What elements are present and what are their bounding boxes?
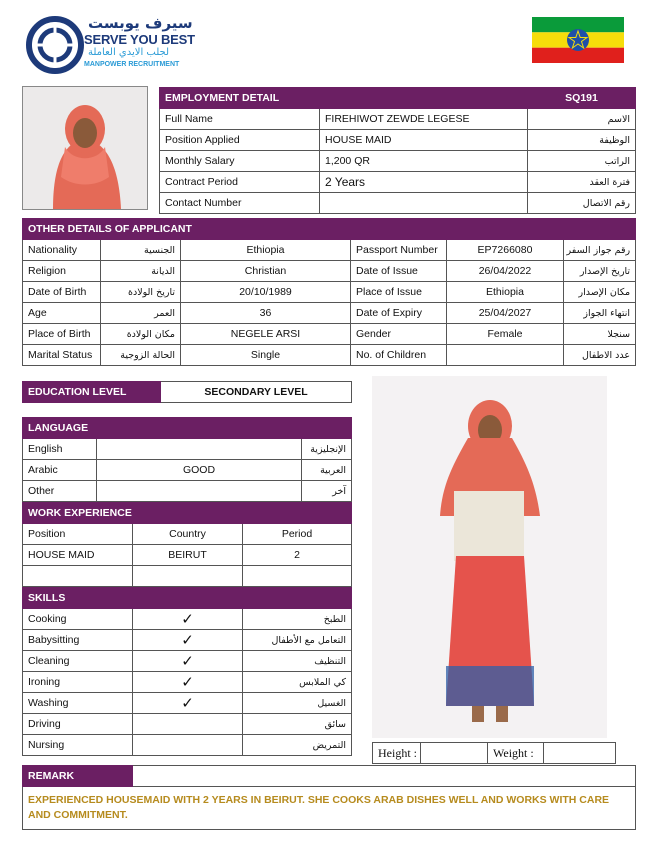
checkmark-icon: ✓ bbox=[133, 630, 243, 651]
skills-title: SKILLS bbox=[23, 588, 352, 609]
weight-value bbox=[544, 743, 616, 764]
education-label: EDUCATION LEVEL bbox=[23, 382, 161, 403]
detail-value bbox=[447, 345, 564, 366]
table-row bbox=[23, 481, 352, 502]
language-arabic-label: آخر bbox=[302, 481, 352, 502]
employment-detail-table bbox=[159, 87, 636, 214]
detail-arabic-label: الجنسية bbox=[101, 240, 181, 261]
detail-arabic-label: سنجلا bbox=[564, 324, 636, 345]
table-row bbox=[160, 193, 636, 214]
checkmark-icon: ✓ bbox=[133, 693, 243, 714]
other-details-title: OTHER DETAILS OF APPLICANT bbox=[23, 219, 636, 240]
table-row bbox=[23, 672, 352, 693]
logo-english-sub: MANPOWER RECRUITMENT bbox=[84, 61, 180, 68]
skill-label: Cooking bbox=[23, 609, 133, 630]
row-label: Contract Period bbox=[160, 172, 320, 193]
skill-arabic-label: الطبخ bbox=[243, 609, 352, 630]
table-row bbox=[23, 693, 352, 714]
language-label: Other bbox=[23, 481, 97, 502]
work-position: HOUSE MAID bbox=[23, 545, 133, 566]
detail-value: Single bbox=[181, 345, 351, 366]
language-value bbox=[97, 439, 302, 460]
row-value: 1,200 QR bbox=[320, 151, 528, 172]
detail-label: Date of Expiry bbox=[351, 303, 447, 324]
detail-arabic-label: تاريخ الإصدار bbox=[564, 261, 636, 282]
skill-arabic-label: سائق bbox=[243, 714, 352, 735]
detail-value: 26/04/2022 bbox=[447, 261, 564, 282]
detail-label: Gender bbox=[351, 324, 447, 345]
row-value bbox=[320, 193, 528, 214]
work-experience-table bbox=[22, 502, 352, 587]
row-arabic-label: الاسم bbox=[528, 109, 636, 130]
skill-arabic-label: التنظيف bbox=[243, 651, 352, 672]
language-label: Arabic bbox=[23, 460, 97, 481]
table-row bbox=[23, 651, 352, 672]
table-row bbox=[23, 545, 352, 566]
table-row bbox=[160, 172, 636, 193]
detail-label: Place of Issue bbox=[351, 282, 447, 303]
portrait-icon bbox=[23, 87, 147, 209]
checkmark-icon bbox=[133, 735, 243, 756]
detail-label: No. of Children bbox=[351, 345, 447, 366]
table-row bbox=[160, 130, 636, 151]
remark-header-filler bbox=[133, 766, 636, 787]
detail-value: 36 bbox=[181, 303, 351, 324]
detail-value: 25/04/2027 bbox=[447, 303, 564, 324]
detail-label: Religion bbox=[23, 261, 101, 282]
detail-label: Age bbox=[23, 303, 101, 324]
skill-label: Ironing bbox=[23, 672, 133, 693]
language-title: LANGUAGE bbox=[23, 418, 352, 439]
education-table bbox=[22, 381, 352, 403]
other-details-table bbox=[22, 218, 636, 366]
work-period: 2 bbox=[243, 545, 352, 566]
column-header: Country bbox=[133, 524, 243, 545]
detail-value: EP7266080 bbox=[447, 240, 564, 261]
row-label: Monthly Salary bbox=[160, 151, 320, 172]
detail-arabic-label: الحالة الزوجية bbox=[101, 345, 181, 366]
table-row bbox=[23, 282, 636, 303]
skills-table bbox=[22, 587, 352, 756]
language-arabic-label: العربية bbox=[302, 460, 352, 481]
row-arabic-label: الراتب bbox=[528, 151, 636, 172]
skill-label: Nursing bbox=[23, 735, 133, 756]
detail-value: Ethiopia bbox=[181, 240, 351, 261]
detail-value: Ethiopia bbox=[447, 282, 564, 303]
detail-label: Marital Status bbox=[23, 345, 101, 366]
row-value: 2 Years bbox=[320, 172, 528, 193]
table-row bbox=[23, 261, 636, 282]
row-arabic-label: رقم الاتصال bbox=[528, 193, 636, 214]
detail-value: NEGELE ARSI bbox=[181, 324, 351, 345]
skill-label: Driving bbox=[23, 714, 133, 735]
detail-label: Place of Birth bbox=[23, 324, 101, 345]
detail-arabic-label: مكان الولادة bbox=[101, 324, 181, 345]
skill-label: Babysitting bbox=[23, 630, 133, 651]
skill-label: Cleaning bbox=[23, 651, 133, 672]
table-row bbox=[23, 630, 352, 651]
work-position bbox=[23, 566, 133, 587]
skill-label: Washing bbox=[23, 693, 133, 714]
detail-value: 20/10/1989 bbox=[181, 282, 351, 303]
checkmark-icon: ✓ bbox=[133, 672, 243, 693]
work-period bbox=[243, 566, 352, 587]
remark-title: REMARK bbox=[23, 766, 133, 787]
table-header-row bbox=[23, 524, 352, 545]
row-label: Position Applied bbox=[160, 130, 320, 151]
detail-label: Date of Issue bbox=[351, 261, 447, 282]
table-row bbox=[160, 109, 636, 130]
logo-emblem-icon bbox=[26, 16, 84, 74]
table-row bbox=[23, 345, 636, 366]
row-arabic-label: فترة العقد bbox=[528, 172, 636, 193]
column-header: Period bbox=[243, 524, 352, 545]
row-label: Contact Number bbox=[160, 193, 320, 214]
detail-arabic-label: تاريخ الولادة bbox=[101, 282, 181, 303]
detail-value: Female bbox=[447, 324, 564, 345]
height-value bbox=[421, 743, 488, 764]
flag-icon bbox=[532, 17, 624, 63]
table-row bbox=[23, 609, 352, 630]
table-row bbox=[160, 151, 636, 172]
logo-arabic-name: سيرف يوبست bbox=[88, 14, 193, 32]
row-label: Full Name bbox=[160, 109, 320, 130]
detail-value: Christian bbox=[181, 261, 351, 282]
detail-arabic-label: مكان الإصدار bbox=[564, 282, 636, 303]
detail-label: Nationality bbox=[23, 240, 101, 261]
checkmark-icon bbox=[133, 714, 243, 735]
applicant-portrait-photo bbox=[22, 86, 148, 210]
logo-arabic-sub: لجلب الايدي العاملة bbox=[88, 47, 170, 58]
language-label: English bbox=[23, 439, 97, 460]
language-value bbox=[97, 481, 302, 502]
measurements-table bbox=[372, 742, 616, 764]
education-value: SECONDARY LEVEL bbox=[161, 382, 352, 403]
skill-arabic-label: كي الملابس bbox=[243, 672, 352, 693]
remark-text: EXPERIENCED HOUSEMAID WITH 2 YEARS IN BEIRUT. SHE COOKS ARAB DISHES WELL AND WORKS WITH CARE AND COMMITMENT. bbox=[23, 787, 636, 830]
table-row bbox=[23, 735, 352, 756]
ethiopia-flag bbox=[532, 17, 624, 63]
language-arabic-label: الإنجليزية bbox=[302, 439, 352, 460]
logo-english-name: SERVE YOU BEST bbox=[84, 32, 195, 47]
checkmark-icon: ✓ bbox=[133, 651, 243, 672]
table-row bbox=[23, 460, 352, 481]
detail-label: Passport Number bbox=[351, 240, 447, 261]
column-header: Position bbox=[23, 524, 133, 545]
height-label: Height : bbox=[373, 743, 421, 764]
applicant-full-body-photo bbox=[372, 376, 607, 738]
row-arabic-label: الوظيفة bbox=[528, 130, 636, 151]
skill-arabic-label: الغسيل bbox=[243, 693, 352, 714]
work-country bbox=[133, 566, 243, 587]
detail-label: Date of Birth bbox=[23, 282, 101, 303]
detail-arabic-label: عدد الاطفال bbox=[564, 345, 636, 366]
table-row bbox=[23, 303, 636, 324]
row-value: FIREHIWOT ZEWDE LEGESE bbox=[320, 109, 528, 130]
full-body-portrait-icon bbox=[372, 376, 607, 738]
work-country: BEIRUT bbox=[133, 545, 243, 566]
detail-arabic-label: انتهاء الجواز bbox=[564, 303, 636, 324]
weight-label: Weight : bbox=[488, 743, 544, 764]
table-row bbox=[23, 714, 352, 735]
employment-code: SQ191 bbox=[528, 88, 636, 109]
detail-arabic-label: الديانة bbox=[101, 261, 181, 282]
detail-arabic-label: رقم جواز السفر bbox=[564, 240, 636, 261]
table-row bbox=[23, 439, 352, 460]
remark-table bbox=[22, 765, 636, 830]
checkmark-icon: ✓ bbox=[133, 609, 243, 630]
employment-title: EMPLOYMENT DETAIL bbox=[160, 88, 528, 109]
table-row bbox=[23, 566, 352, 587]
detail-arabic-label: العمر bbox=[101, 303, 181, 324]
table-row bbox=[23, 240, 636, 261]
table-row bbox=[23, 324, 636, 345]
skill-arabic-label: التمريض bbox=[243, 735, 352, 756]
work-title: WORK EXPERIENCE bbox=[23, 503, 352, 524]
company-logo bbox=[22, 14, 202, 74]
row-value: HOUSE MAID bbox=[320, 130, 528, 151]
language-value: GOOD bbox=[97, 460, 302, 481]
language-table bbox=[22, 417, 352, 502]
skill-arabic-label: التعامل مع الأطفال bbox=[243, 630, 352, 651]
